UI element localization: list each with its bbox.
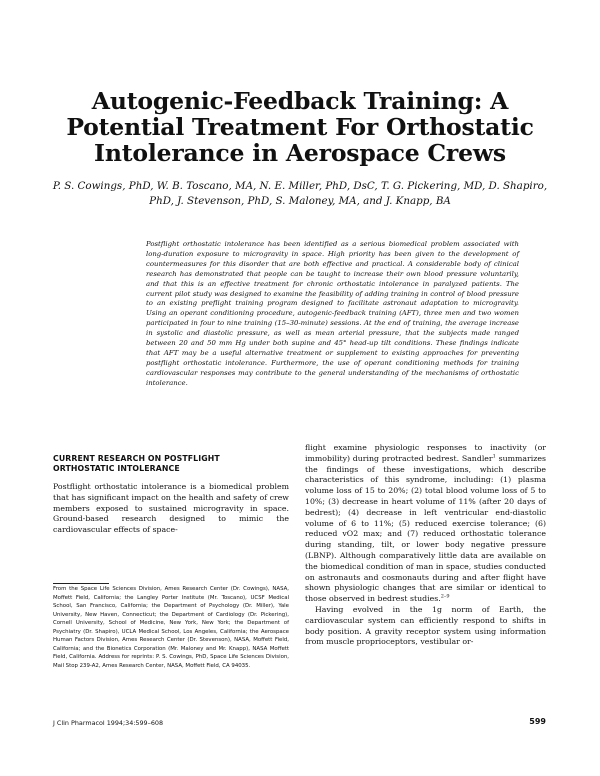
body-paragraph-right-1 [305, 443, 546, 605]
right-column [305, 443, 546, 648]
body-paragraph-right-2: Having evolved in the 1g norm of Earth, the cardiovascular system can efficiently respond to shifts in body position. A gravity receptor system using information from muscle proprioceptors, vestibular or- [305, 604, 546, 647]
footnote-divider [53, 583, 109, 584]
section-heading-line1: CURRENT RESEARCH ON POSTFLIGHT [53, 454, 220, 463]
body-paragraph-left: Postflight orthostatic intolerance is a biomedical problem that has significant impact on the health and safety of crew members exposed to sustained microgravity in space. Ground-based research designed to mimic the cardiovascular effects of space- [53, 482, 289, 535]
journal-citation: J Clin Pharmacol 1994;34:599–608 [53, 719, 164, 727]
citation-superscript: 2–9 [440, 593, 450, 600]
abstract: Postflight orthostatic intolerance has been identified as a serious biomedical problem associated with long-duration exposure to microgravity in space. High priority has been given to the development of countermeasures for this disorder that are both effective and practical. A considerable body of clinical research has demonstrated that people can be taught to increase their own blood pressure voluntarily, and that this is an effective treatment for chronic orthostatic intolerance in paralyzed patients. The current pilot study was designed to examine the feasibility of adding training in control of blood pressure to an existing preflight training program designed to facilitate astronaut adaptation to microgravity. Using an operant conditioning procedure, autogenic-feedback training (AFT), three men and two women participated in four to nine training (15–30-minute) sessions. At the end of training, the average increase in systolic and diastolic pressure, as well as mean arterial pressure, that the subjects made ranged between 20 and 50 mm Hg under both supine and 45° head-up tilt conditions. These findings indicate that AFT may be a useful alternative treatment or supplement to existing approaches for preventing postflight orthostatic intolerance. Furthermore, the use of operant conditioning methods for training cardiovascular responses may contribute to the general understanding of the mechanisms of orthostatic intolerance. [146, 240, 519, 387]
section-heading-line2: ORTHOSTATIC INTOLERANCE [53, 464, 180, 473]
affiliations-footnote: From the Space Life Sciences Division, Ames Research Center (Dr. Cowings), NASA, Moffett Field, California; the Langley Porter Institute (Mr. Toscano), UCSF Medical School, San Francisco, California; the Department of Psychology (Dr. Miller), Yale University, New Haven, Connecticut; the Department of Cardiology (Dr. Pickering), Cornell University, School of Medicine, New York, New York; the Department of Psychiatry (Dr. Shapiro), UCLA Medical School, Los Angeles, California; the Aerospace Human Factors Division, Ames Research Center (Dr. Stevenson), NASA, Moffett Field, California; and the Bionetics Corporation (Mr. Maloney and Mr. Knapp), NASA Moffett Field, California. Address for reprints: P. S. Cowings, PhD, Space Life Sciences Division, Mail Stop 239-A2, Ames Research Center, NASA, Moffett Field, CA 94035. [53, 586, 289, 669]
left-column [53, 448, 289, 536]
paragraph-text: flight examine physiologic responses to inactivity (or immobility) during protracted bedrest. Sandler [305, 443, 546, 463]
page-number: 599 [529, 717, 546, 726]
citation-superscript: 1 [492, 453, 496, 460]
author-list: P. S. Cowings, PhD, W. B. Toscano, MA, N. E. Miller, PhD, DsC, T. G. Pickering, MD, D. Shapiro, PhD, J. Stevenson, PhD, S. Maloney, MA, and J. Knapp, BA [52, 180, 548, 207]
paragraph-text: summarizes the findings of these investigations, which describe characteristics of this syndrome, including: (1) plasma volume loss of 15 to 20%; (2) total blood volume loss of 5 to 10%; (3) decrease in heart volume of 11% (after 20 days of bedrest); (4) decrease in left ventricular end-diastolic volume of 6 to 11%; (5) reduced exercise tolerance; (6) reduced vO2 max; and (7) reduced orthostatic tolerance during standing, tilt, or lower body negative pressure (LBNP). Although comparatively little data are available on the biomedical condition of man in space, studies conducted on astronauts and cosmonauts during and after flight have shown physiologic changes that are similar or identical to those observed in bedrest studies. [305, 453, 546, 604]
article-title: Autogenic-Feedback Training: A Potential Treatment For Orthostatic Intolerance in Aerospace Crews [66, 87, 534, 167]
section-heading [53, 454, 289, 474]
